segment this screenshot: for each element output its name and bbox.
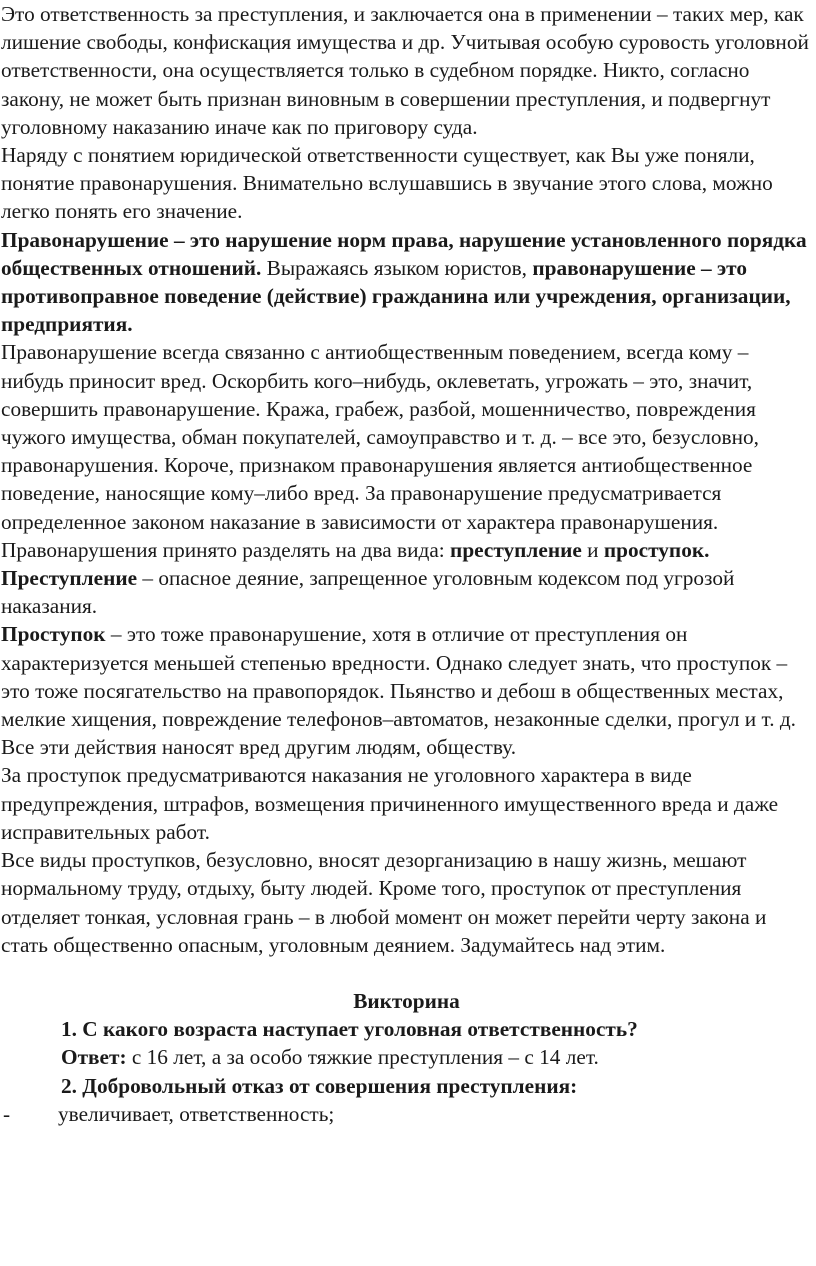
quiz-option-1 bbox=[1, 1100, 812, 1128]
quiz-answer-1 bbox=[1, 1043, 812, 1071]
paragraph-offense-definition bbox=[1, 226, 812, 339]
quiz-title: Викторина bbox=[353, 988, 460, 1013]
misdemeanor-definition: – это тоже правонарушение, хотя в отличие от преступления он характеризуется меньшей степенью вредности. Однако следует знать, что проступок – это тоже посягательство на правопорядок. Пьянство и дебош в общественных местах, мелкие хищения, повреждение телефонов–автоматов, незаконные сделки, прогул и т. д. Все эти действия наносят вред другим людям, обществу. bbox=[1, 622, 797, 760]
paragraph-misdemeanor bbox=[1, 620, 812, 761]
list-dash: - bbox=[3, 1101, 11, 1126]
crime-definition: – опасное деяние, запрещенное уголовным кодексом под угрозой наказания. bbox=[1, 566, 735, 619]
quiz-question-2 bbox=[1, 1072, 812, 1100]
offense-types-text: Правонарушение всегда связанно с антиобщественным поведением, всегда кому – нибудь приносит вред. Оскорбить кого–нибудь, оклеветать, угрожать – это, значит, совершить правонарушение. Кража, грабеж, разбой, мошенничество, повреждения чужого имущества, обман покупателей, самоуправство и т. д. – все это, безусловно, правонарушения. Короче, признаком правонарушения является антиобщественное поведение, наносящие кому–либо вред. За правонарушение предусматривается определенное законом наказание в зависимости от характера правонарушения. Правонарушения принято разделять на два вида: bbox=[1, 340, 759, 562]
offense-types-and: и bbox=[581, 537, 604, 562]
paragraph-offense-types bbox=[1, 338, 812, 564]
paragraph-penalties: За проступок предусматриваются наказания не уголовного характера в виде предупреждения, штрафов, возмещения причиненного имущественного вреда и даже исправительных работ. bbox=[1, 763, 779, 844]
quiz-option-1-text: увеличивает, ответственность; bbox=[58, 1101, 335, 1126]
misdemeanor-term: Проступок bbox=[1, 622, 106, 647]
quiz-answer-text: с 16 лет, а за особо тяжкие преступления – с 14 лет. bbox=[126, 1045, 599, 1070]
definition-text: Выражаясь языком юристов, bbox=[261, 255, 533, 280]
definition-bold-2: правонарушение – это противоправное поведение (действие) гражданина или учреждения, организации, предприятия. bbox=[1, 255, 791, 337]
term-crime: преступление bbox=[450, 537, 582, 562]
quiz-answer-label: Ответ: bbox=[61, 1045, 127, 1070]
paragraph-responsibility: Это ответственность за преступления, и заключается она в применении – таких мер, как лишение свободы, конфискация имущества и др. Учитывая особую суровость уголовной ответственности, она осуществляется только в судебном порядке. Никто, согласно закону, не может быть признан виновным в совершении преступления, и подвергнут уголовному наказанию иначе как по приговору суда. bbox=[1, 2, 809, 139]
term-misdemeanor: проступок. bbox=[603, 537, 710, 562]
quiz-question-1 bbox=[1, 1015, 812, 1043]
crime-term: Преступление bbox=[1, 566, 138, 591]
quiz-question-1-text: 1. С какого возраста наступает уголовная ответственность? bbox=[61, 1017, 638, 1042]
definition-bold-1: Правонарушение – это нарушение норм права, нарушение установленного порядка общественных отношений. bbox=[1, 227, 807, 280]
paragraph-conclusion: Все виды проступков, безусловно, вносят дезорганизацию в нашу жизнь, мешают нормальному труду, отдыху, быту людей. Кроме того, проступок от преступления отделяет тонкая, условная грань – в любой момент он может перейти черту закона и стать общественно опасным, уголовным деянием. Задумайтесь над этим. bbox=[1, 848, 767, 957]
paragraph-offense-intro: Наряду с понятием юридической ответственности существует, как Вы уже поняли, понятие правонарушения. Внимательно вслушавшись в звучание этого слова, можно легко понять его значение. bbox=[1, 143, 773, 224]
quiz-question-2-text: 2. Добровольный отказ от совершения преступления: bbox=[61, 1073, 578, 1098]
paragraph-crime bbox=[1, 564, 812, 620]
